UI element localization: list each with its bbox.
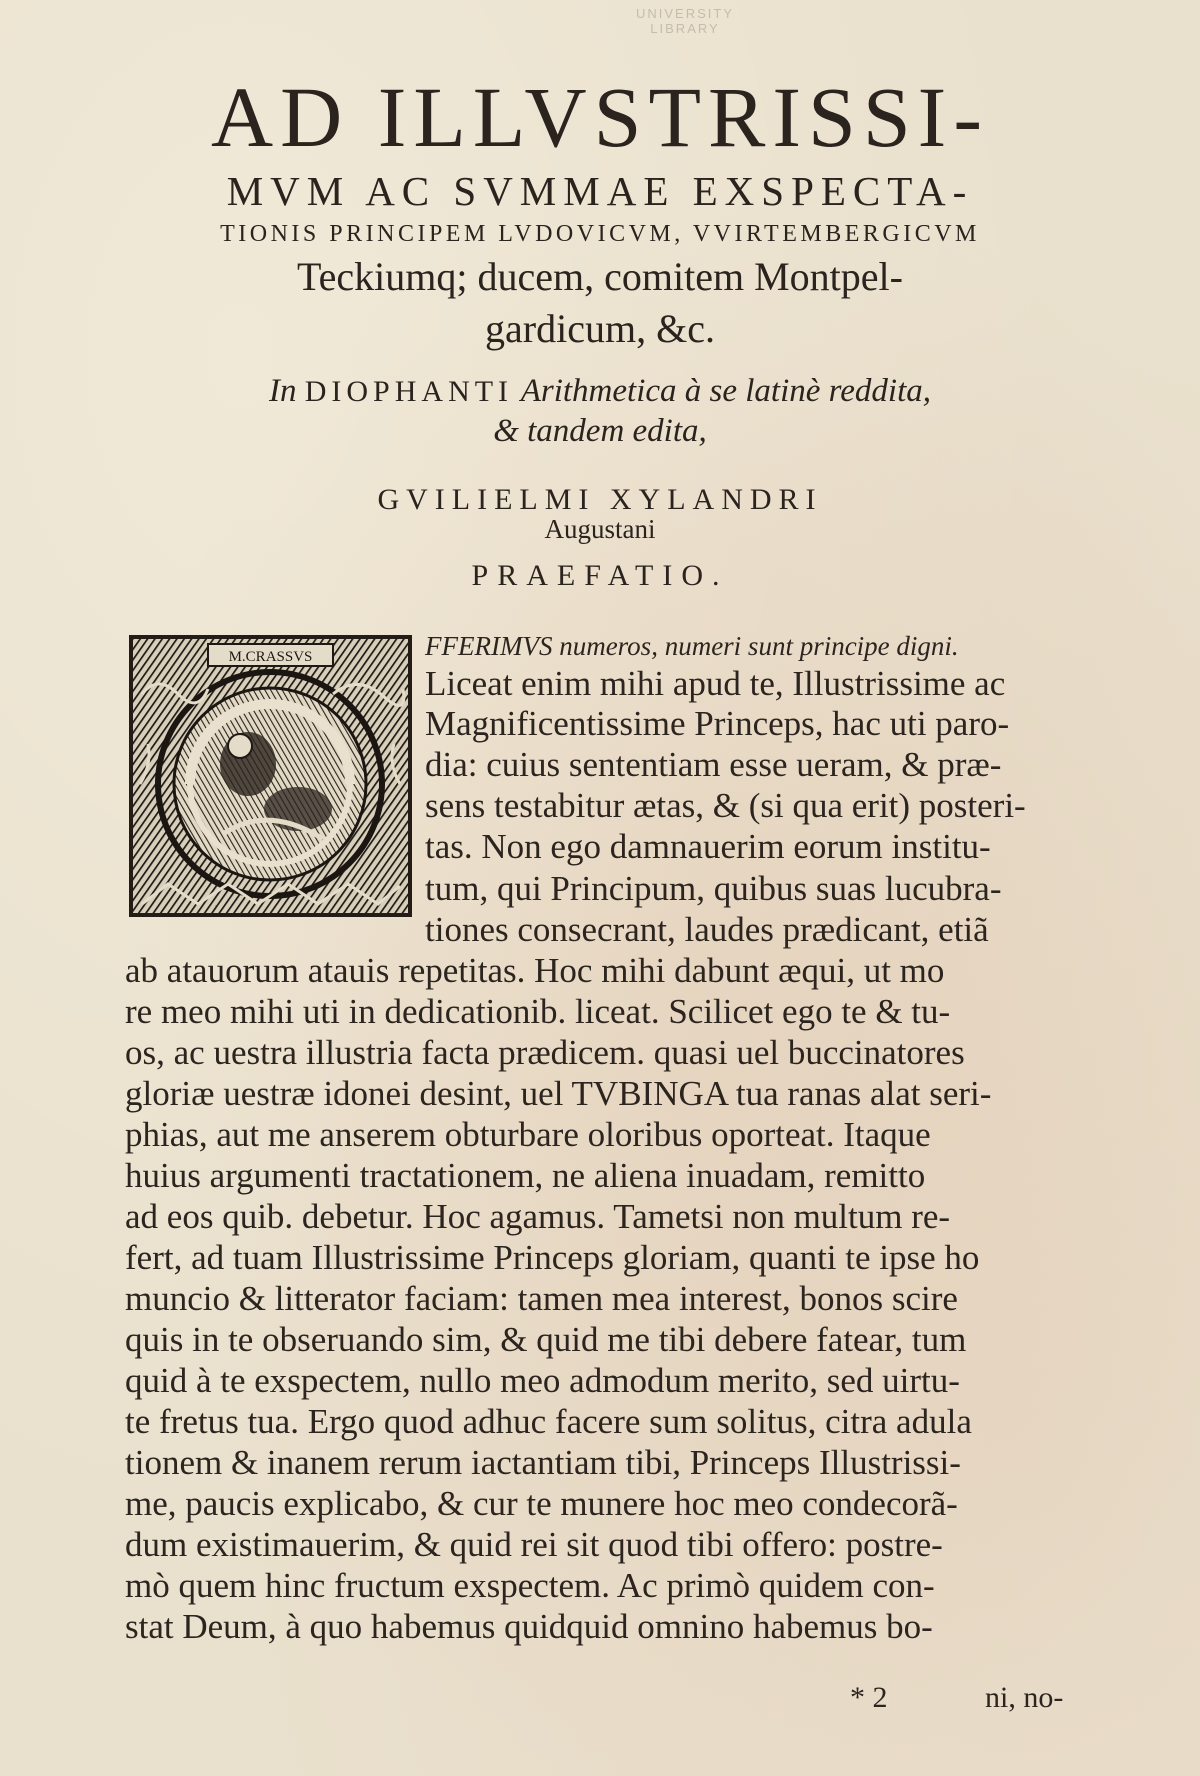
body-line: stat Deum, à quo habemus quidquid omnino habemus bo- [125, 1607, 933, 1646]
woodcut-label: M.CRASSVS [228, 649, 313, 665]
body-line: fert, ad tuam Illustrissime Princeps gloriam, quanti te ipse ho [125, 1238, 980, 1277]
subtitle-line-2: & tandem edita, [493, 413, 707, 449]
title-line-2: MVM AC SVMMAE EXSPECTA- [226, 168, 974, 214]
body-line: quid à te exspectem, nullo meo admodum merito, sed uirtu- [125, 1361, 960, 1400]
author-origin: Augustani [544, 514, 656, 544]
body-line: gloriæ uestræ idonei desint, uel TVBINGA tua ranas alat seri- [125, 1074, 992, 1113]
author-name: GVILIELMI XYLANDRI [377, 483, 823, 516]
body-line: huius argumenti tractationem, ne aliena inuadam, remitto [125, 1156, 926, 1195]
body-line: tum, qui Principum, quibus suas lucubra- [425, 869, 1002, 908]
body-line: me, paucis explicabo, & cur te munere hoc meo condecorã- [125, 1484, 958, 1523]
title-line-5: gardicum, &c. [485, 306, 715, 351]
body-line: tionem & inanem rerum iactantiam tibi, Princeps Illustrissi- [125, 1443, 961, 1482]
body-line: ab atauorum atauis repetitas. Hoc mihi dabunt æqui, ut mo [125, 951, 945, 990]
preface-heading: PRAEFATIO. [471, 559, 729, 592]
body-line: dum existimauerim, & quid rei sit quod tibi offero: postre- [125, 1525, 943, 1564]
body-line: Liceat enim mihi apud te, Illustrissime ac [425, 664, 1006, 703]
body-line: tiones consecrant, laudes prædicant, etiã [425, 910, 989, 949]
body-line: tas. Non ego damnauerim eorum institu- [425, 827, 991, 866]
title-line-1: AD ILLVSTRISSI- [211, 69, 989, 165]
title-line-4: Teckiumq; ducem, comitem Montpel- [297, 254, 903, 299]
subtitle-in: In [268, 373, 297, 409]
title-line-3: TIONIS PRINCIPEM LVDOVICVM, VVIRTEMBERGICVM [220, 221, 980, 247]
library-stamp: UNIVERSITY LIBRARY [635, 6, 734, 36]
catchword: ni, no- [985, 1681, 1064, 1714]
body-line: phias, aut me anserem obturbare oloribus oporteat. Itaque [125, 1115, 931, 1154]
body-line: dia: cuius sententiam esse ueram, & præ- [425, 745, 1002, 784]
body-line: Magnificentissime Princeps, hac uti paro- [425, 704, 1010, 743]
subtitle-diophanti: DIOPHANTI [304, 375, 514, 408]
body-line: sens testabitur ætas, & (si qua erit) posteri- [425, 786, 1026, 825]
body-line: te fretus tua. Ergo quod adhuc facere sum solitus, citra adula [125, 1402, 972, 1441]
subtitle-arithmetica: Arithmetica à se latinè reddita, [520, 373, 932, 409]
body-line: muncio & litterator faciam: tamen mea interest, bonos scire [125, 1279, 958, 1318]
body-line: re meo mihi uti in dedicationib. liceat. Scilicet ego te & tu- [125, 992, 951, 1031]
signature-mark: * 2 [850, 1681, 888, 1714]
body-line: quis in te obseruando sim, & quid me tibi debere fatear, tum [125, 1320, 967, 1359]
body-line: FFERIMVS numeros, numeri sunt principe digni. [425, 631, 959, 661]
body-line: ad eos quib. debetur. Hoc agamus. Tametsi non multum re- [125, 1197, 951, 1236]
body-line: mò quem hinc fructum exspectem. Ac primò quidem con- [125, 1566, 935, 1605]
body-line: os, ac uestra illustria facta prædicem. quasi uel buccinatores [125, 1033, 965, 1072]
